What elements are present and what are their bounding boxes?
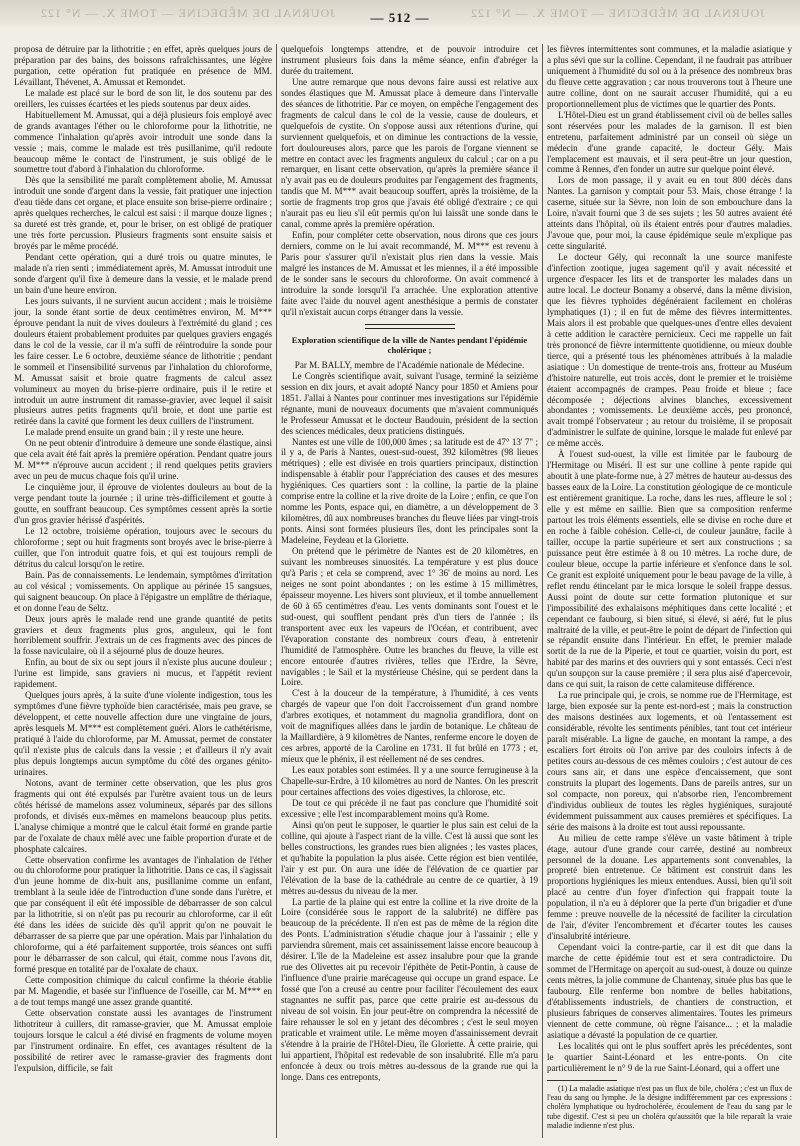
paragraph: Quelques jours après, à la suite d'une violente indigestion, tous les symptômes d'une fièvre typhoïde bien caractérisée, mais peu grave, se développent, et cette nouvelle affection dure une vingtaine de jours, après lesquels M. M*** est complètement guéri. Alors le cathétérisme, pratiqué à l'aide du chloroforme, par M. Amussat, permet de constater qu'il n'existe plus de calculs dans la vessie ; et d'ailleurs il n'y avait plus depuis longtemps aucun symptôme du côté des organes génito-urinaires. — [14, 690, 272, 777]
paragraph: La partie de la plaine qui est entre la colline et la rive droite de la Loire (considérée sous le rapport de la salubrité) ne diffère pas beaucoup de la précédente. Il n'en est pas de même de la région dite des Ponts. L'administration s'étudie chaque jour à l'assainir ; elle y parviendra sûrement, mais cet assainissement laisse encore beaucoup à désirer. L'île de la Madeleine est assez insalubre pour que la grande rue des Olivettes ait pu recevoir l'épithète de Petit-Pontin, à cause de l'influence d'une prairie marécageuse qui occupe un grand espace. Le fossé que l'on a creusé au centre pour faciliter l'écoulement des eaux stagnantes ne suffit pas, parce que cette prairie est au-dessous du niveau de sol voisin. En jour peut-être on comprendra la nécessité de faire rehausser le sol en y jetant des décombres ; c'est le seul moyen praticable et vraiment utile. Le même moyen d'assainissement devrait s'étendre à la prairie de l'Hôtel-Dieu, île Gloriette. À cette prairie, qui lui appartient, l'hôpital est redevable de son insalubrité. Elle m'a paru enfoncée à deux ou trois mètres au-dessous de la grande rue qui la longe. Dans ces entreponts, — [281, 896, 538, 1082]
paragraph: Cette observation constate aussi les avantages de l'instrument lithotriteur à cuillers, dit ramasse-gravier, que M. Amussat emploie toujours lorsque le calcul a été divisé en fragments de volume moyen par l'instrument ordinaire. En effet, ces avantages résultent de la possibilité de retirer avec le ramasse-gravier des fragments dont l'expulsion, difficile, se fait — [14, 1007, 272, 1073]
paragraph: quelquefois longtemps attendre, et de pouvoir introduire cet instrument plusieurs fois dans la même séance, enfin d'abréger la durée du traitement. — [281, 44, 538, 76]
paragraph: Les eaux potables sont estimées. Il y a une source ferrugineuse à la Chapelle-sur-Erdre, à 10 kilomètres au nord de Nantes. On les prescrit pour certaines affections des voies digestives, la chlorose, etc. — [281, 765, 538, 797]
column-1 — [14, 44, 272, 1138]
paragraph: Le Congrès scientifique avait, suivant l'usage, terminé la seizième session en dix jours, et avait adopté Nancy pour 1850 et Amiens pour 1851. J'allai à Nantes pour continuer mes investigations sur l'épidémie régnante, muni de nouveaux documents que m'avaient communiqués le Professeur Amussat et le docteur Baudouin, président de la section des sciences médicales, deux praticiens distingués. — [281, 370, 538, 436]
article-byline: Par M. BALLY, membre de l'Académie nationale de Médecine. — [294, 359, 525, 370]
paragraph: De tout ce qui précède il ne faut pas conclure que l'humidité soit excessive ; elle l'est incomparablement moins qu'à Rome. — [281, 797, 538, 819]
paragraph: On prétend que le périmètre de Nantes est de 20 kilomètres, en suivant les nombreuses sinuosités. La température y est plus douce qu'à Paris ; et cela se comprend, avec 1° 36' de moins au nord. Les neiges ne sont point abondantes ; on les estime à 15 millimètres, épaisseur moyenne. Les hivers sont pluvieux, et il tombe annuellement de 60 à 65 centimètres d'eau. Les vents dominants sont l'ouest et le sud-ouest, qui soufflent pendant près d'un tiers de l'année ; ils transportent avec eux les vapeurs de l'Océan, et contribuent, avec l'évaporation constante des nombreux cours d'eau, à entretenir l'humidité de l'atmosphère. Outre les branches du fleuve, la ville est encore entourée d'autres rivières, telles que l'Erdre, la Sèvre, navigables ; le Sail et la mystérieuse Chésine, qui se perdent dans la Loire. — [281, 546, 538, 688]
paragraph: Deux jours après le malade rend une grande quantité de petits graviers et deux fragments plus gros, anguleux, qui le font horriblement souffrir. J'extrais un de ces fragments avec des pinces de la fosse naviculaire, où il a séjourné plus de douze heures. — [14, 613, 272, 657]
paragraph: À l'ouest sud-ouest, la ville est limitée par le faubourg de l'Hermitage ou Miséri. Il est sur une colline à pente rapide qui aboutit à une plate-forme nue, à 27 mètres de hauteur au-dessus des basses eaux de la Loire. La constitution géologique de ce monticule est entièrement granitique. La roche, dans les rues, affleure le sol ; elle y est même en saillie. Bien que sa composition renferme partout les trois éléments essentiels, elle se divise en roche dure et en roche à faible cohésion. Celle-ci, de couleur jaunâtre, facile à tailler, occupe la partie supérieure et sert aux constructions ; sa puissance peut être estimée à 8 ou 10 mètres. La roche dure, de couleur bleue, occupe la partie inférieure et s'enfonce dans le sol. Ce granit est exploité uniquement pour le beau pavage de la ville, à reflet rendu étincelant par le mica lorsque le soleil frappe dessus. Aussi point de doute sur cette formation plutonique et sur l'impossibilité des exhalaisons méphitiques dans cette localité ; et cependant ce faubourg, si bien situé, si élevé, si aéré, fut le plus maltraité de la ville, et peut-être le point de départ de l'infection qui se répandit ensuite dans l'intérieur. En effet, le premier malade sortit de la rue de la Piperie, et tout ce quartier, voisin du port, est habité par des marins et des ouvriers qui y sont entassés. Ceci n'est qu'un soupçon sur la cause première ; il sera plus aisé d'apercevoir, dans ce qui suit, la raison de cette calamiteuse différence. — [547, 449, 792, 690]
paragraph: proposa de détruire par la lithotritie ; en effet, après quelques jours de préparation par des bains, des boissons rafraîchissantes, une légère purgation, cette opération fut pratiquée en présence de MM. Lévaillant, Thévenet, A. Amussat et Remondet. — [14, 44, 272, 87]
paragraph: Au milieu de cette rampe s'élève un vaste bâtiment à triple étage, autour d'une grande cour carrée, destiné au nombreux personnel de la douane. Les appartements sont convenables, la propreté bien entretenue. Ce bâtiment est construit dans les proportions hygiéniques les mieux entendues. Aussi, bien qu'il soit placé au centre d'un foyer d'infection qui frappait toute la population, il n'a eu à déplorer que la perte d'un brigadier et d'une femme : preuve nouvelle de la nécessité de faciliter la circulation de l'air, d'éviter l'encombrement et d'écarter toutes les causes d'insalubrité intérieure. — [547, 832, 792, 942]
paragraph: Bain. Pas de connaissements. Le lendemain, symptômes d'irritation au col vésical ; vomissements. On applique au périnée 15 sangsues, qui saignent beaucoup. On place à l'épigastre un emplâtre de thériaque, et on donne l'eau de Seltz. — [14, 569, 272, 613]
column-2 — [281, 44, 538, 1138]
column-rule — [276, 44, 277, 1138]
bleed-text-right: JOURNAL DE MÉDECINE — TOME X. — N° 122 — [470, 6, 765, 20]
paragraph: Le docteur Gély, qui reconnaît la une source manifeste d'infection zootique, jugea sagement qu'il y avait nécessité et urgence d'espacer les lits et de transporter les malades dans un autre local. Le docteur Bonamy a observé, dans la même division, que les fièvres typhoïdes dégénéraient facilement en choléras lymphatiques (1) ; il en fut de même des fièvres intermittentes. Mais alors il est probable que quelques-unes d'entre elles devaient à cette addition le caractère pernicieux. Ceci me rappelle un fait très prononcé de fièvre intermittente quotidienne, ou mieux double tierce, qui a présenté tous les phénomènes attribués à la maladie asiatique : Un domestique de trente-trois ans, frotteur au Muséum d'histoire naturelle, eut trois accès, dont le premier et le troisième étaient accompagnés de crampes. Peau froide et bleue ; face décomposée ; déjections alvines blanches, excessivement abondantes ; vomissements. Le deuxième accès, peu prononcé, avait trompé l'observateur ; au retour du troisième, il se proposait d'administrer le sulfate de quinine, lorsque le malade fut enlevé par ce même accès. — [547, 252, 792, 449]
footnote-rule — [547, 1080, 617, 1081]
paragraph: Le 12 octobre, troisième opération, toujours avec le secours du chloroforme ; sept ou huit fragments sont broyés avec le brise-pierre à cuiller, que l'on introduit quatre fois, et qui est toujours rempli de détritus du calcul lorsqu'on le retire. — [14, 525, 272, 569]
paragraph: C'est à la douceur de la température, à l'humidité, à ces vents chargés de vapeur que l'on doit l'accroissement d'un grand nombre d'arbres exotiques, et notamment du magnolia grandiflora, dont on voit de magnifiques allées dans le jardin de botanique. Le château de la Maillardière, à 9 kilomètres de Nantes, renferme encore le doyen de ces arbres, apporté de la Caroline en 1731. Il fut brûlé en 1773 ; et, mieux que le phénix, il est réellement né de ses cendres. — [281, 688, 538, 765]
paragraph: Le cinquième jour, il éprouve de violentes douleurs au bout de la verge pendant toute la journée ; il urine très-difficilement et goutte à goutte, en souffrant beaucoup. Ces symptômes cessent après la sortie d'un gros gravier hérissé d'aspérités. — [14, 482, 272, 525]
footnote: (1) La maladie asiatique n'est pas un flux de bile, choléra ; c'est un flux de l'eau du sang ou lymphe. Je la désigne indifféremment par ces expressions : choléra lymphatique ou hydrocholérée, écoulement de l'eau du sang par le tube digestif. C'est si peu un choléra qu'aussitôt que la bile reparaît la vraie maladie indienne n'est plus. — [547, 1083, 792, 1131]
column-rule — [542, 44, 543, 1138]
paragraph: Notons, avant de terminer cette observation, que les plus gros fragments qui ont été expulsés par l'urètre avaient tous un de leurs côtés hérissé de mamelons assez volumineux, séparés par des sillons profonds, et divisés eux-mêmes en mamelons beaucoup plus petits. L'analyse chimique a montré que le calcul était formé en grande partie par de l'oxalate de chaux mêlé avec une faible proportion d'urate et de phosphate calcaires. — [14, 777, 272, 854]
paragraph: Ainsi qu'on peut le supposer, le quartier le plus sain est celui de la colline, qui ajoute à l'aspect riant de la ville. C'est là aussi que sont les belles constructions, les grandes rues bien alignées ; les vastes places, et qu'habite la population la plus aisée. Cette région est bien ventilée, l'air y est pur. On aura une idée de l'élévation de ce quartier par l'élévation de la base de la cathédrale au centre de ce quartier, à 19 mètres au-dessus du niveau de la mer. — [281, 819, 538, 896]
paragraph: Lors de mon passage, il y avait eu en tout 800 décès dans Nantes. La garnison y comptait pour 53. Mais, chose étrange ! la caserne, située sur la Sèvre, non loin de son embouchure dans la Loire, n'avait fourni que 3 de ses sujets ; les 50 autres avaient été atteints dans l'hôpital, où ils étaient entrés pour d'autres maladies. J'avoue que, pour moi, la cause épidémique seule m'explique pas cette singularité. — [547, 175, 792, 252]
article-title: Exploration scientifique de la ville de Nantes pendant l'épidémie cholérique ; — [291, 334, 528, 356]
paragraph: Enfin, pour compléter cette observation, nous dirons que ces jours derniers, comme on le lui avait recommandé, M. M*** est revenu à Paris pour s'assurer qu'il n'existait plus rien dans la vessie. Mais malgré les instances de M. Amussat et les miennes, il a été impossible de le sonder sans le secours du chloroforme. On avait commencé à introduire la sonde lorsqu'il l'a arrachée. Une exploration attentive faite avec l'aide du nouvel agent anesthésique a permis de constater qu'il n'existait aucun corps étranger dans la vessie. — [281, 230, 538, 317]
paragraph: L'Hôtel-Dieu est un grand établissement civil où de belles salles sont réservées pour les malades de la garnison. Il est bien entretenu, parfaitement administré par un conseil où siège un médecin d'une grande capacité, le docteur Gély. Mais l'emplacement est mauvais, et il sera peut-être un jour question, comme à Rennes, d'en fonder un autre sur quelque point élevé. — [547, 109, 792, 175]
paragraph: Cependant voici la contre-partie, car il est dit que dans la marche de cette épidémie tout est et sera contradictoire. Du sommet de l'Hermitage on aperçoit au sud-ouest, à douze ou quinze cents mètres, la jolie commune de Chantenay, située plus bas que le faubourg. Elle renferme bon nombre de belles habitations, d'établissements industriels, de chantiers de construction, et plusieurs fabriques de conserves alimentaires. Toutes les primeurs viennent de cette commune, où règne l'aisance... ; et la maladie asiatique a dévasté la population de ce quartier. — [547, 942, 792, 1040]
paragraph: Cette composition chimique du calcul confirme la théorie établie par M. Magendie, et basée sur l'influence de l'oseille, car M. M*** en a de tout temps mangé une assez grande quantité. — [14, 975, 272, 1007]
bleed-text-left: JOURNAL DE MÉDECINE — TOME X. — N° 122 — [40, 6, 335, 20]
paragraph: Habituellement M. Amussat, qui a déjà plusieurs fois employé avec de grands avantages l'éther ou le chloroforme pour la lithotritie, ne commence l'inhalation qu'après avoir introduit une sonde dans la vessie ; mais, comme le malade est très pusillanime, qu'il redoute beaucoup même le contact de l'instrument, je suis obligé de le soumettre tout d'abord à l'inhalation du chloroforme. — [14, 109, 272, 175]
paragraph: Pendant cette opération, qui a duré trois ou quatre minutes, le malade n'a rien senti ; immédiatement après, M. Amussat introduit une sonde d'argent qu'il fixe à demeure dans la vessie, et le malade prend un bain d'une heure environ. — [14, 252, 272, 295]
column-3 — [547, 44, 792, 1138]
paragraph: Nantes est une ville de 100,000 âmes ; sa latitude est de 47° 13' 7" ; il y a, de Paris à Nantes, ouest-sud-ouest, 392 kilomètres (98 lieues métriques) ; elle est divisée en trois quartiers principaux, distinction indispensable à établir pour l'appréciation des causes et des mesures hygiéniques. Ces quartiers sont : la colline, la partie de la plaine comprise entre la colline et la rive droite de la Loire ; enfin, ce que l'on nomme les Ponts, espace qui, en diamètre, a un développement de 3 kilomètres, dû aux nombreuses branches du fleuve liées par vingt-trois ponts. Ainsi sont formées plusieurs îles, dont les principales sont la Madeleine, Feydeau et la Gloriette. — [281, 436, 538, 546]
column-2-continuation — [281, 44, 538, 318]
column-3-body — [547, 44, 792, 1074]
paragraph: Une autre remarque que nous devons faire aussi est relative aux sondes élastiques que M. Amussat place à demeure dans l'intervalle des séances de lithotritie. Par ce moyen, on empêche l'engagement des fragments de calcul dans le col de la vessie, cause de douleurs, et quelquefois de cystite. On s'oppose aussi aux rétentions d'urine, qui surviennent quelquefois, et on diminue les contractions de la vessie, fort douloureuses alors, parce que les parois de l'organe viennent se mettre en contact avec les fragments anguleux du calcul ; car on a pu remarquer, en lisant cette observation, qu'après la première séance il n'y avait pas eu de douleurs produites par l'engagement des fragments, tandis que M. M*** avait beaucoup souffert, après la troisième, de la sortie de fragments trop gros que j'avais été obligé d'extraire ; ce qui n'aurait pas eu lieu s'il eût permis qu'on lui laissât une sonde dans le canal, comme après la première opération. — [281, 76, 538, 230]
paragraph: les fièvres intermittentes sont communes, et la maladie asiatique y a plus sévi que sur la colline. Cependant, il ne faudrait pas attribuer uniquement à l'humidité du sol ou à la présence des nombreux bras du fleuve cette aggravation ; car nous trouverons tout à l'heure une autre colline, dont on ne saurait accuser l'humidité, qui a eu proportionnellement plus de victimes que le quartier des Ponts. — [547, 44, 792, 109]
paragraph: Les jours suivants, il ne survient aucun accident ; mais le troisième jour, la sonde étant sortie de deux centimètres environ, M. M*** éprouve pendant la nuit de vives douleurs à l'extrémité du gland ; ces douleurs étaient probablement produites par quelques graviers engagés dans le col de la vessie, car il m'a suffi de réintroduire la sonde pour les faire cesser. Le 6 octobre, deuxième séance de lithotritie ; pendant le sommeil et l'insensibilité survenus par l'inhalation du chloroforme, M. Amussat saisit et broie quatre fragments de calcul assez volumineux au moyen du brise-pierre ordinaire, puis il le retire et introduit un autre instrument dit ramasse-gravier, avec lequel il saisit plusieurs autres petits fragments qu'il broie, et dont une partie est retirée dans la cavité que forment les deux cuillers de l'instrument. — [14, 295, 272, 427]
paragraph: On ne peut obtenir d'introduire à demeure une sonde élastique, ainsi que cela avait été fait après la première opération. Pendant quatre jours M. M*** n'éprouve aucun accident ; il rend quelques petits graviers avec un peu de mucus chaque fois qu'il urine. — [14, 438, 272, 482]
paragraph: Le malade prend ensuite un grand bain ; il y reste une heure. — [25, 427, 244, 438]
paragraph: La rue principale qui, je crois, se nomme rue de l'Hermitage, est large, bien exposée sur la pente est-nord-est ; mais la construction des maisons destinées aux logements, et où l'entassement est considérable, révolte les sentiments pénibles, tant tout cet intérieur paraît misérable. La ligne de gauche, en montant la rampe, a des escaliers fort étroits où l'on arrive par des couloirs infects à de petites cours au-dessous de ces mêmes couloirs ; c'est autour de ces cours sans air, et dans une espèce d'encaissement, que sont construits la plupart des logements. Dans de pareils antres, sur un sol compacte, non poreux, qui n'absorbe rien, l'encombrement d'individus oublieux de toutes les règles hygiéniques, surajouté évidemment puissamment aux causes premières et spécifiques. La série des maisons à la droite est tout aussi repoussante. — [547, 690, 792, 832]
paragraph: Enfin, au bout de six ou sept jours il n'existe plus aucune douleur ; l'urine est limpide, sans graviers ni mucus, et l'appétit revient rapidement. — [14, 657, 272, 690]
article-body — [281, 371, 538, 1083]
page-number: — 512 — — [370, 10, 430, 25]
paragraph: Le malade est placé sur le bord de son lit, le dos soutenu par des oreillers, les cuisses écartées et les pieds soutenus par deux aides. — [14, 87, 272, 109]
paragraph: Les localités qui ont le plus souffert après les précédentes, sont le quartier Saint-Léonard et les entre-ponts. On cite particulièrement le n° 9 de la rue Saint-Léonard, qui a offert une — [547, 1040, 792, 1073]
section-separator — [365, 324, 455, 329]
paragraph: Cette observation confirme les avantages de l'inhalation de l'éther ou du chloroforme pour pratiquer la lithotritie. Dans ce cas, il s'agissait d'un jeune homme de dix-huit ans, pusillanime comme un enfant, tremblant à la seule idée de l'introduction d'une sonde dans l'urètre, et que par conséquent il eût été impossible de débarrasser de son calcul par la lithotritie, si on n'eût pas pu recourir au chloroforme, car il eût été dans les idées de suicide dès qu'il apprit qu'on ne pouvait le débarrasser de sa pierre que par une opération. Mais par l'inhalation du chloroforme, qui a été parfaitement supportée, trois séances ont suffi pour le débarrasser de son calcul, qui était, comme nous l'avons dit, formé presque en totalité par de l'oxalate de chaux. — [14, 854, 272, 975]
paragraph: Dès que la sensibilité me paraît complètement abolie, M. Amussat introduit une sonde d'argent dans la vessie, fait pratiquer une injection d'eau tiède dans cet organe, et place ensuite son brise-pierre ordinaire ; après quelques recherches, le calcul est saisi : il marque douze lignes ; sa dureté est très grande, et, pour le briser, on est obligé de pratiquer une très forte percussion. Plusieurs fragments sont ensuite saisis et broyés par le même procédé. — [14, 175, 272, 252]
